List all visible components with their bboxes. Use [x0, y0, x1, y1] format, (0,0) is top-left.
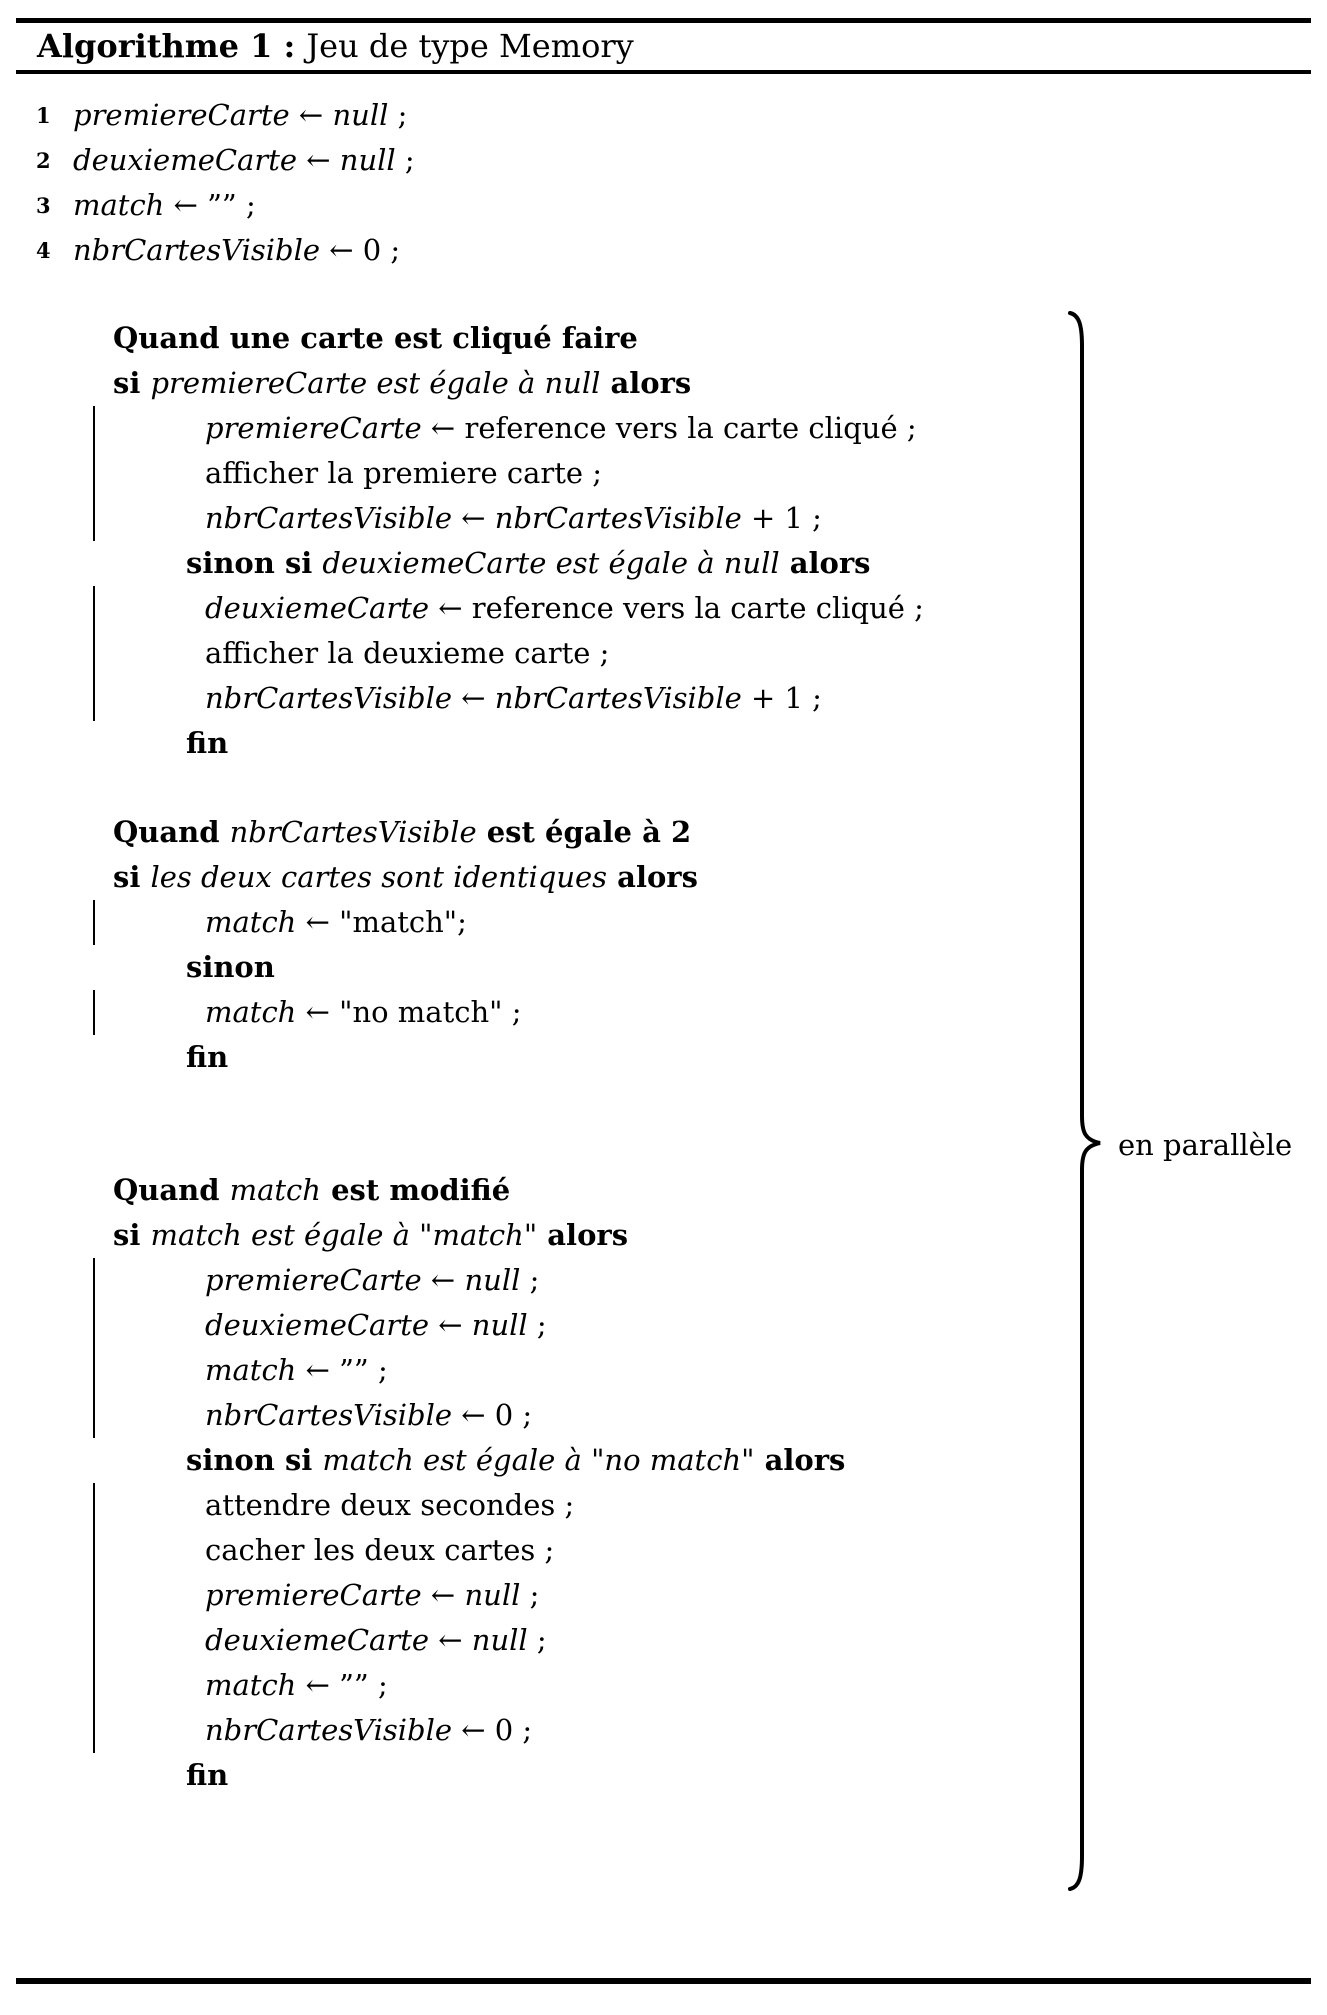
algo-line-stmt: match ← "no match" ;: [0, 990, 1327, 1035]
algo-line-stmt: match ← "match";: [0, 900, 1327, 945]
algo-line-sinon: sinon: [186, 950, 275, 984]
algo-line-stmt: nbrCartesVisible ← 0 ;: [0, 1393, 1327, 1438]
bottom-rule: [16, 1978, 1311, 1984]
preamble-lines: [0, 93, 1327, 273]
event-block: [0, 810, 1327, 1080]
algo-line-pre: 1 premiereCarte ← null ;: [0, 93, 1327, 138]
line-number: 3: [36, 193, 51, 218]
algo-line-fin: fin: [186, 1040, 229, 1074]
algorithm-caption: [0, 23, 1327, 70]
algo-line-header: Quand match est modifié: [113, 1173, 511, 1207]
algo-line-pre: 3 match ← ”” ;: [0, 183, 1327, 228]
algo-line-si: si les deux cartes sont identiques alors: [113, 860, 698, 894]
algo-line-stmt: nbrCartesVisible ← 0 ;: [0, 1708, 1327, 1753]
line-number: 4: [36, 238, 51, 263]
line-number: 2: [36, 148, 51, 173]
algo-line-pre: 2 deuxiemeCarte ← null ;: [0, 138, 1327, 183]
event-blocks: [0, 316, 1327, 1798]
algo-line-si: si match est égale à "match" alors: [113, 1218, 629, 1252]
algo-line-stmt: nbrCartesVisible ← nbrCartesVisible + 1 ;: [0, 496, 1327, 541]
algo-line-sinon: sinon si match est égale à "no match" alors: [186, 1443, 846, 1477]
algo-line-header: Quand une carte est cliqué faire: [113, 321, 638, 355]
algo-line-stmt: premiereCarte ← reference vers la carte cliqué ;: [0, 406, 1327, 451]
algo-line-stmt: premiereCarte ← null ;: [0, 1573, 1327, 1618]
algo-line-stmt: match ← ”” ;: [0, 1663, 1327, 1708]
algo-line-header: Quand nbrCartesVisible est égale à 2: [113, 815, 692, 849]
algo-line-fin: fin: [186, 726, 229, 760]
algo-line-stmt: deuxiemeCarte ← reference vers la carte cliqué ;: [0, 586, 1327, 631]
algo-line-si: si premiereCarte est égale à null alors: [113, 366, 692, 400]
algo-line-stmt: deuxiemeCarte ← null ;: [0, 1303, 1327, 1348]
algo-line-stmt: match ← ”” ;: [0, 1348, 1327, 1393]
algo-line-stmt: premiereCarte ← null ;: [0, 1258, 1327, 1303]
algorithm-label: Algorithme 1 :: [37, 27, 296, 65]
algo-line-stmt: afficher la premiere carte ;: [0, 451, 1327, 496]
algo-line-sinon: sinon si deuxiemeCarte est égale à null alors: [186, 546, 871, 580]
caption-rule: [16, 70, 1311, 74]
algo-line-pre: 4 nbrCartesVisible ← 0 ;: [0, 228, 1327, 273]
algorithm-title: Jeu de type Memory: [306, 27, 634, 65]
algo-line-fin: fin: [186, 1758, 229, 1792]
algo-line-stmt: afficher la deuxieme carte ;: [0, 631, 1327, 676]
event-block: [0, 1168, 1327, 1798]
event-block: [0, 316, 1327, 766]
parallel-label: en parallèle: [1118, 1128, 1293, 1162]
algo-line-stmt: attendre deux secondes ;: [0, 1483, 1327, 1528]
algo-line-stmt: cacher les deux cartes ;: [0, 1528, 1327, 1573]
algo-line-stmt: deuxiemeCarte ← null ;: [0, 1618, 1327, 1663]
line-number: 1: [36, 103, 51, 128]
algo-line-stmt: nbrCartesVisible ← nbrCartesVisible + 1 ;: [0, 676, 1327, 721]
parallel-brace-icon: [1066, 310, 1104, 1892]
